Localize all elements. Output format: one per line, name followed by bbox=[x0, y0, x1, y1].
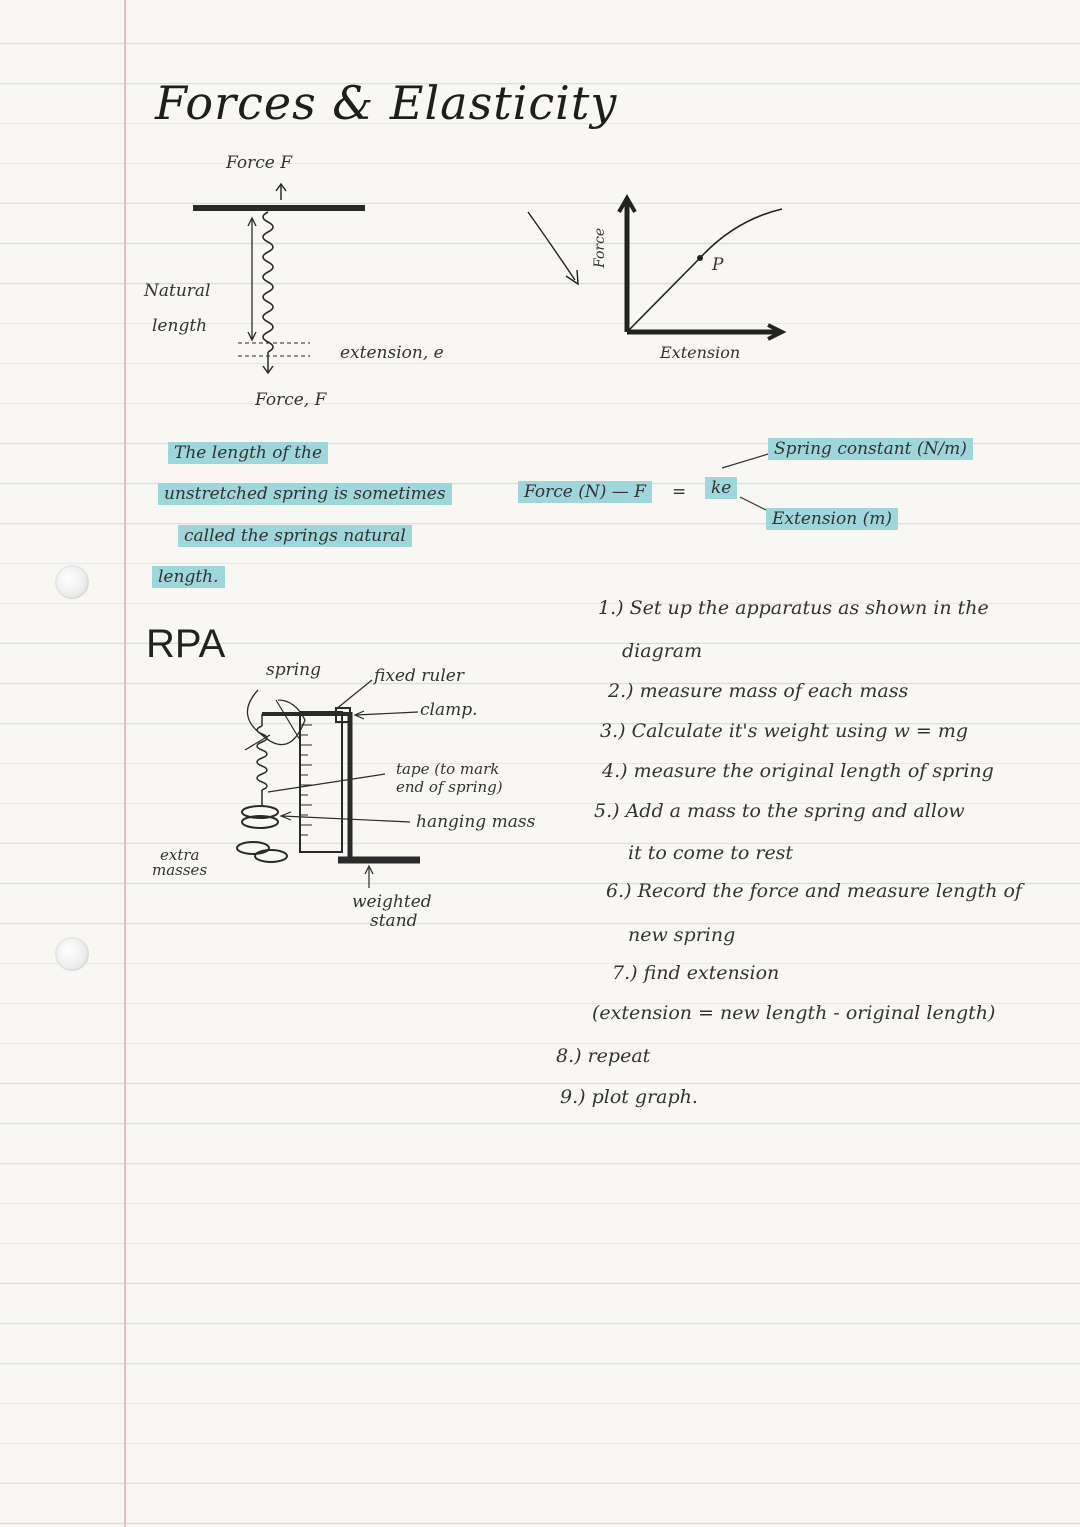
step-4: 4.) measure the original length of spring bbox=[602, 760, 994, 782]
force-extension-graph bbox=[528, 198, 782, 339]
step-6: 6.) Record the force and measure length of bbox=[606, 880, 1022, 902]
step-7: 7.) find extension bbox=[612, 962, 780, 984]
rpa-weighted-label-1: weighted bbox=[352, 892, 432, 912]
ruler-pointer bbox=[335, 680, 372, 710]
graph-xlabel: Extension bbox=[660, 343, 741, 362]
step-9: 9.) plot graph. bbox=[560, 1086, 698, 1108]
rpa-extra-label-1: extra bbox=[160, 846, 200, 864]
mass-pointer bbox=[282, 816, 410, 822]
rpa-tape-label-1: tape (to mark bbox=[396, 760, 500, 778]
definition-line-2: unstretched spring is sometimes bbox=[158, 483, 452, 505]
rpa-spring-label: spring bbox=[266, 660, 322, 680]
natural-label-line1: Natural bbox=[144, 281, 211, 301]
spring-constant-label: Spring constant (N/m) bbox=[768, 438, 973, 460]
tape-pointer bbox=[268, 774, 385, 792]
page-title: Forces & Elasticity bbox=[155, 76, 618, 130]
step-3: 3.) Calculate it's weight using w = mg bbox=[600, 720, 969, 742]
extension-label: extension, e bbox=[340, 343, 444, 363]
limit-point bbox=[698, 256, 703, 261]
extra-mass-2 bbox=[255, 850, 287, 862]
step-8: 8.) repeat bbox=[556, 1045, 651, 1067]
graph-ylabel: Force bbox=[592, 227, 608, 268]
definition-line-1: The length of the bbox=[168, 442, 328, 464]
clamp-pointer bbox=[356, 712, 418, 715]
step-7-cont: (extension = new length - original length) bbox=[592, 1002, 996, 1024]
step-1: 1.) Set up the apparatus as shown in the bbox=[598, 597, 989, 619]
rpa-heading: RPA bbox=[146, 622, 226, 666]
spring-coil bbox=[263, 212, 273, 352]
step-5-cont: it to come to rest bbox=[628, 842, 794, 864]
rpa-apparatus bbox=[237, 680, 420, 888]
definition-line-3: called the springs natural bbox=[178, 525, 412, 547]
graph-curve bbox=[627, 209, 782, 332]
rpa-extra-label-2: masses bbox=[152, 861, 208, 879]
pointer-arrow bbox=[528, 212, 575, 280]
equation-rhs: ke bbox=[705, 477, 737, 499]
rpa-hanging-mass-label: hanging mass bbox=[416, 812, 536, 832]
step-5: 5.) Add a mass to the spring and allow bbox=[594, 800, 965, 822]
rpa-ruler-label: fixed ruler bbox=[374, 666, 464, 686]
definition-line-4: length. bbox=[152, 566, 225, 588]
rpa-tape-label-2: end of spring) bbox=[396, 778, 503, 796]
extra-mass-1 bbox=[237, 842, 269, 854]
force-top-label: Force F bbox=[226, 153, 293, 173]
extension-unit-label: Extension (m) bbox=[766, 508, 898, 530]
force-bottom-label: Force, F bbox=[255, 390, 327, 410]
natural-label-line2: length bbox=[152, 316, 208, 336]
equation-equals: = bbox=[672, 482, 687, 502]
spring-pointer-loop bbox=[247, 690, 305, 745]
step-1-cont: diagram bbox=[622, 640, 703, 662]
graph-point-label: P bbox=[712, 255, 724, 275]
rpa-clamp-label: clamp. bbox=[420, 700, 478, 720]
rpa-weighted-label-2: stand bbox=[370, 911, 418, 931]
equation-lhs: Force (N) — F bbox=[518, 481, 652, 503]
step-6-cont: new spring bbox=[628, 924, 736, 946]
step-2: 2.) measure mass of each mass bbox=[608, 680, 909, 702]
